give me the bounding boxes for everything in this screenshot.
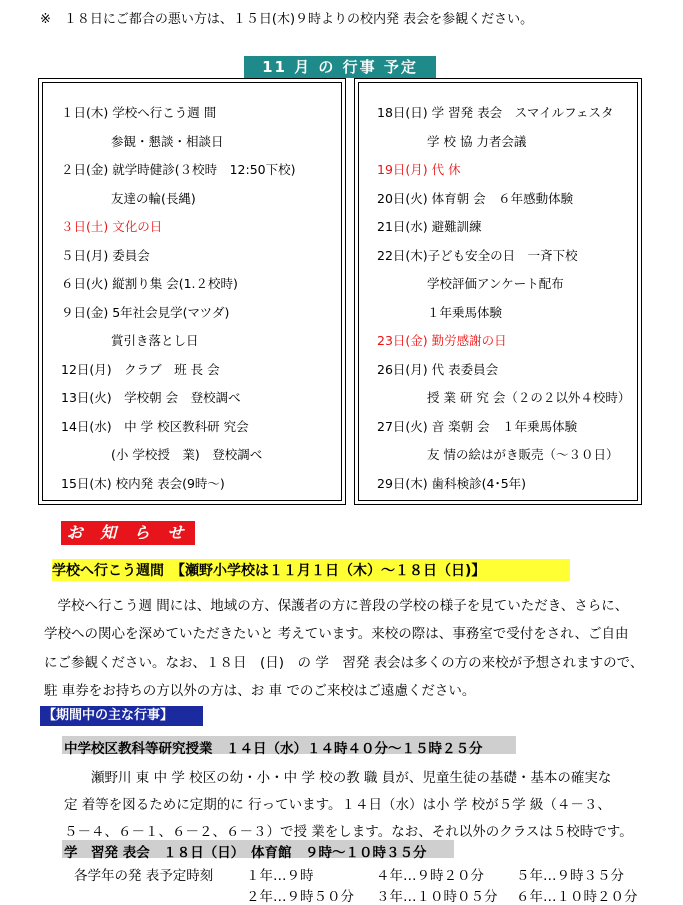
month-events-title: 11 月 の 行事 予定	[244, 56, 436, 78]
event-item: 学 校 協 力者会議	[377, 133, 527, 149]
event-item: 15日(木) 校内発 表会(9時～)	[61, 475, 225, 491]
event-item: ２日(金) 就学時健診(３校時 12:50下校)	[61, 162, 296, 177]
event-item: 賞引き落とし日	[61, 333, 199, 348]
event-item: 23日(金) 勤労感謝の日	[377, 333, 507, 348]
event-item: ９日(金) 5年社会見学(マツダ)	[61, 304, 230, 320]
main-events-header: 【期間中の主な行事】	[40, 706, 203, 726]
event-item: 18日(日) 学 習発 表会 スマイルフェスタ	[377, 105, 614, 120]
week-paragraph-line: 学校へ行こう週 間には、地域の方、保護者の方に普段の学校の様子を見ていただき、さらに、	[44, 598, 629, 614]
event-item: 友 情の絵はがき販売（～３０日）	[377, 447, 619, 462]
week-paragraph-line: 駐 車券をお持ちの方以外の方は、お 車 でのご来校はご遠慮ください。	[44, 683, 476, 699]
event-item: 参観・懇談・相談日	[61, 133, 224, 149]
schedule-item: ２年…９時５０分	[246, 889, 354, 905]
schedule-item: ４年…９時２０分	[376, 868, 484, 884]
event-item: 友達の輪(長縄)	[61, 190, 196, 206]
event-item: 19日(月) 代 休	[377, 162, 461, 177]
event-item: ５日(月) 委員会	[61, 247, 150, 263]
event-item: 12日(月) クラブ 班 長 会	[61, 361, 220, 377]
event-item: １日(木) 学校へ行こう週 間	[61, 105, 217, 120]
event-item: 20日(火) 体育朝 会 ６年感動体験	[377, 190, 574, 206]
research-paragraph-line: 瀬野川 東 中 学 校区の幼・小・中 学 校の教 職 員が、児童生徒の基礎・基本の確実な	[64, 770, 612, 786]
research-paragraph-line: ５－４、６－１、６－２、６－３）で授 業をします。なお、それ以外のクラスは５校時です。	[64, 824, 633, 840]
week-paragraph-line: にご参観ください。なお、１８日 (日) の 学 習発 表会は多くの方の来校が予想されますので、	[44, 655, 644, 671]
event-item: 授 業 研 究 会（２の２以外４校時）	[377, 390, 631, 405]
event-item: １年乗馬体験	[377, 304, 503, 320]
notices-heading: お 知 ら せ	[61, 521, 195, 545]
event-item: 27日(火) 音 楽朝 会 １年乗馬体験	[377, 418, 578, 434]
research-heading: 中学校区教科等研究授業 １４日（水）１４時４０分～１５時２５分	[64, 741, 483, 757]
events-box-left	[38, 78, 346, 505]
event-item: 22日(木)子ども安全の日 一斉下校	[377, 247, 578, 263]
event-item: 学校評価アンケート配布	[377, 276, 564, 291]
events-box-right	[354, 78, 642, 505]
event-item: 14日(水) 中 学 校区教科研 究会	[61, 418, 249, 434]
event-item: ３日(土) 文化の日	[61, 219, 163, 234]
schedule-item: ５年…９時３５分	[516, 868, 624, 884]
events-list-right	[358, 82, 638, 501]
research-paragraph-line: 定 着等を図るために定期的に 行っています。１４日（水）は小 学 校が５学 級（４－３、	[64, 797, 611, 813]
schedule-item: ３年…１０時０５分	[376, 889, 498, 905]
event-item: 26日(月) 代 表委員会	[377, 361, 499, 377]
schedule-item: １年…９時	[246, 868, 314, 884]
event-item: 21日(水) 避難訓練	[377, 219, 482, 234]
week-paragraph-line: 学校への関心を深めていただきたいと 考えています。来校の際は、事務室で受付をされ、ご自由	[44, 626, 629, 642]
event-item: 13日(火) 学校朝 会 登校調べ	[61, 390, 241, 405]
absence-notice: ※ １８日にご都合の悪い方は、１５日(木)９時よりの校内発 表会を参観ください。	[40, 12, 534, 27]
events-list-left	[42, 82, 342, 501]
event-item: ６日(火) 縦割り集 会(1.２校時)	[61, 276, 238, 291]
presentation-heading: 学 習発 表会 １８日（日） 体育館 ９時～１０時３５分	[64, 845, 427, 861]
schedule-item: ６年…１０時２０分	[516, 889, 638, 905]
event-item: (小 学校授 業) 登校調べ	[61, 447, 263, 462]
week-heading: 学校へ行こう週間 【瀬野小学校は１１月１日（木）～１８日（日)】	[52, 563, 486, 579]
schedule-label: 各学年の発 表予定時刻	[74, 868, 214, 884]
event-item: 29日(木) 歯科検診(4･5年)	[377, 475, 527, 491]
